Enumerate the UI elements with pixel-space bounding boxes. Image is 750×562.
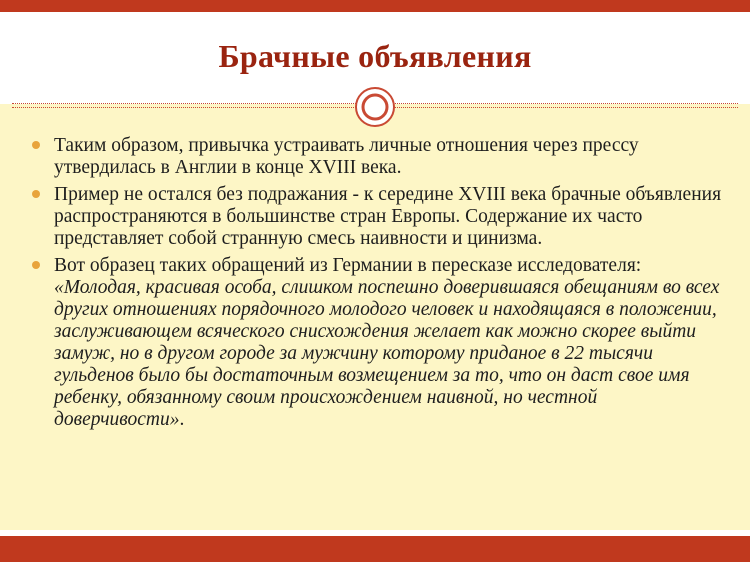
list-item-tail-text: . [179,409,185,430]
list-item-text: Таким образом, привычка устраивать личные отношения через прессу утвердилась в Англии в конце XVIII века. [54,135,639,178]
bullet-icon [32,261,40,269]
list-item [32,135,722,179]
list-item [32,184,722,250]
quote-text: «Молодая, красивая особа, слишком поспешно доверившаяся обещаниям во всех других отношениях порядочного молодого человек и находящаяся в положении, заслуживающем всяческого снисхождения желает как можно скорее выйти замуж, но в другом городе за мужчину которому приданое в 22 тысячи гульденов было бы достаточным возмещением за то, что он даст свое имя ребенку, обязанному своим происхождением наивной, но честной доверчивости» [54,277,720,430]
list-item-lead-text: Вот образец таких обращений из Германии в пересказе исследователя: [54,255,642,276]
top-accent-bar [0,0,750,12]
bullet-icon [32,190,40,198]
bullet-icon [32,141,40,149]
bottom-accent-bar [0,536,750,562]
slide-title: Брачные объявления [218,38,532,74]
list-item [32,255,722,431]
circle-ring-icon [354,86,396,128]
list-item-text: Пример не остался без подражания - к середине XVIII века брачные объявления распространяются в большинстве стран Европы. Содержание их часто представляет собой странную смесь наивности и цинизма. [54,184,722,249]
bullet-list [32,135,722,436]
